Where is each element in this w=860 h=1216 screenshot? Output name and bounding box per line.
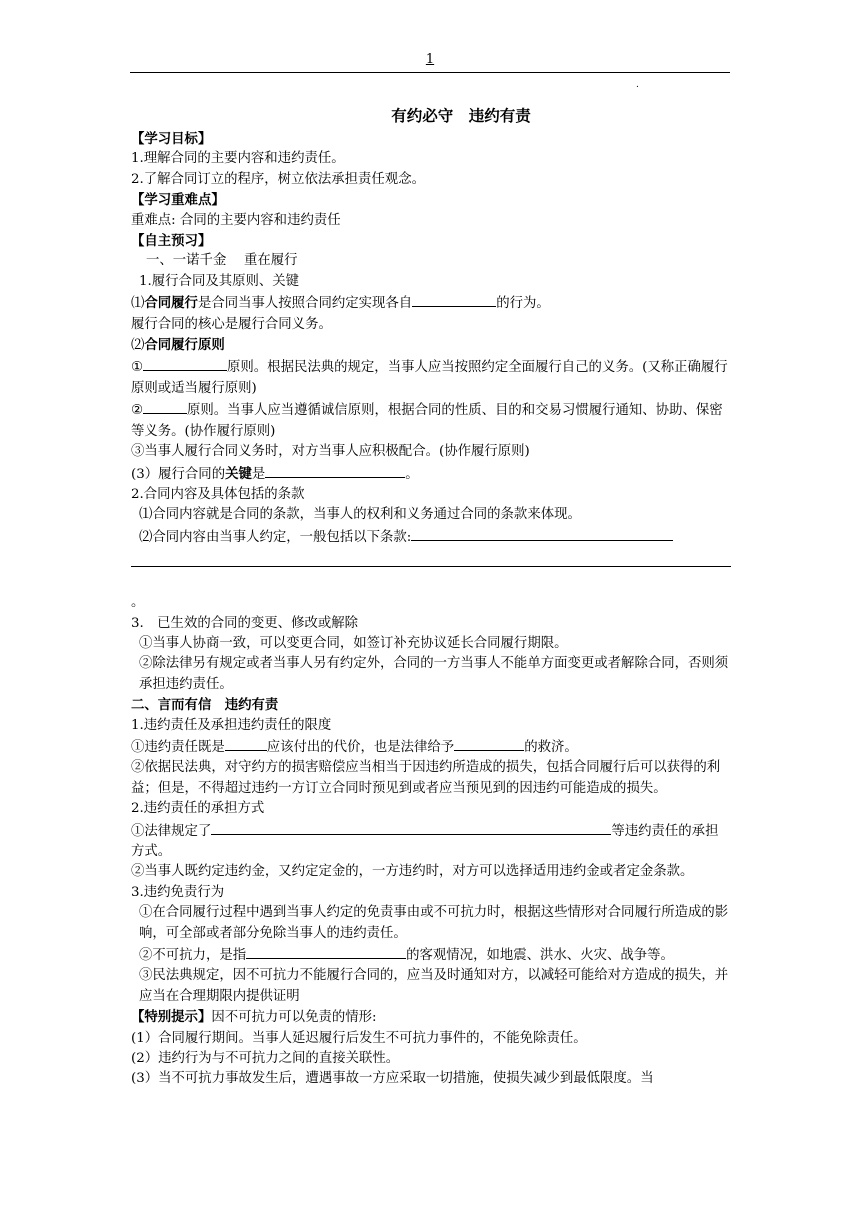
paragraph: 1.理解合同的主要内容和违约责任。 <box>131 151 345 167</box>
spacer <box>131 567 731 593</box>
paragraph: 1.违约责任及承担违约责任的限度 <box>131 717 332 733</box>
paragraph: 履行合同的核心是履行合同义务。 <box>131 316 332 332</box>
paragraph <box>131 399 731 442</box>
paragraph <box>131 356 731 399</box>
text: 等违约责任的承担方式。 <box>131 823 719 859</box>
header-rule <box>130 72 730 73</box>
bold-term: 关键 <box>225 465 252 482</box>
paragraph <box>131 526 731 548</box>
text: ⑵ <box>131 338 145 354</box>
bold-term: 合同履行原则 <box>144 337 225 354</box>
text: 原则。当事人应当遵循诚信原则，根据合同的性质、目的和交易习惯履行通知、协助、保密等义务。(协作履行原则) <box>131 403 723 439</box>
paragraph: ①当事人协商一致，可以变更合同，如签订补充协议延长合同履行期限。 <box>139 635 568 651</box>
fill-blank <box>143 356 227 371</box>
section-heading: 【学习重难点】 <box>131 192 225 209</box>
paragraph <box>131 463 731 485</box>
paragraph: 3.违约免责行为 <box>131 884 225 900</box>
text: ⑵合同内容由当事人约定，一般包括以下条款: <box>139 529 412 545</box>
paragraph: 。 <box>131 595 145 611</box>
text: ② <box>131 403 144 419</box>
paragraph: 2.违约责任的承担方式 <box>131 801 265 817</box>
text: 的客观情况，如地震、洪水、火灾、战争等。 <box>406 948 674 964</box>
text: 因不可抗力可以免责的情形: <box>211 1010 377 1026</box>
page-title: 有约必守 违约有责 <box>391 106 531 125</box>
text: 应该付出的代价，也是法律给予 <box>266 739 455 755</box>
header-dot: . <box>636 80 639 90</box>
section-heading: 二、言而有信 违约有责 <box>131 697 279 714</box>
paragraph: 2.了解合同订立的程序，树立依法承担责任观念。 <box>131 171 425 187</box>
text: ②不可抗力，是指 <box>139 948 247 964</box>
paragraph: ②除法律另有规定或者当事人另有约定外，合同的一方当事人不能单方面变更或者解除合同，否则须承担违约责任。 <box>139 656 729 692</box>
text: 是合同当事人按照合同约定实现各自 <box>197 296 413 312</box>
paragraph: (2）违约行为与不可抗力之间的直接关联性。 <box>131 1051 400 1067</box>
paragraph <box>131 1007 731 1028</box>
fill-blank <box>411 526 673 541</box>
paragraph: 1.履行合同及其原则、关键 <box>139 273 300 289</box>
fill-blank <box>246 944 406 959</box>
paragraph <box>131 944 731 966</box>
paragraph: ②当事人既约定违约金，又约定定金的，一方违约时，对方可以选择适用违约金或者定金条款。 <box>131 864 694 880</box>
paragraph: (1）合同履行期间。当事人延迟履行后发生不可抗力事件的，不能免除责任。 <box>131 1030 587 1046</box>
text: ①法律规定了 <box>131 823 212 839</box>
page-number: 1 <box>425 52 435 67</box>
text: ⑴ <box>131 296 145 312</box>
text: 原则。根据民法典的规定，当事人应当按照约定全面履行自己的义务。(又称正确履行原则或适当履行原则) <box>131 360 728 396</box>
paragraph <box>131 292 731 314</box>
paragraph: 2.合同内容及具体包括的条款 <box>131 486 305 502</box>
text: (3）履行合同的 <box>131 466 226 482</box>
document-body <box>131 103 731 1090</box>
section-heading: 【学习目标】 <box>131 131 212 147</box>
text: ① <box>131 360 144 376</box>
text: 的行为。 <box>496 296 550 312</box>
paragraph: ③民法典规定，因不可抗力不能履行合同的，应当及时通知对方，以减轻可能给对方造成的损失，并应当在合理期限内提供证明 <box>139 968 729 1004</box>
fill-blank <box>211 820 611 835</box>
text: 。 <box>405 466 419 482</box>
paragraph: ①在合同履行过程中遇到当事人约定的免责事由或不可抗力时，根据这些情形对合同履行所造成的影响，可全部或者部分免除当事人的违约责任。 <box>139 905 729 941</box>
fill-blank <box>225 736 267 751</box>
paragraph: ③当事人履行合同义务时，对方当事人应积极配合。(协作履行原则) <box>131 444 530 460</box>
subsection-heading: 一、一诺千金 重在履行 <box>146 253 298 269</box>
text: 是 <box>251 466 266 482</box>
fill-blank <box>412 292 496 307</box>
bold-term: 【特别提示】 <box>131 1009 212 1026</box>
fill-blank <box>454 736 524 751</box>
paragraph: 重难点: 合同的主要内容和违约责任 <box>131 212 341 228</box>
paragraph: ⑴合同内容就是合同的条款，当事人的权利和义务通过合同的条款来体现。 <box>139 507 581 523</box>
paragraph: (3）当不可抗力事故发生后，遭遇事故一方应采取一切措施，使损失减少到最低限度。当 <box>131 1071 654 1087</box>
paragraph <box>131 820 731 863</box>
paragraph: ②依据民法典，对守约方的损害赔偿应当相当于因违约所造成的损失，包括合同履行后可以获得的利益；但是，不得超过违约一方订立合同时预见到或者应当预见到的因违约可能造成的损失。 <box>131 760 721 796</box>
text: ①违约责任既是 <box>131 739 225 755</box>
paragraph <box>131 736 731 758</box>
text: 的救济。 <box>524 739 578 755</box>
bold-term: 合同履行 <box>144 295 198 312</box>
section-heading: 【自主预习】 <box>131 233 212 250</box>
paragraph: 3. 已生效的合同的变更、修改或解除 <box>131 615 359 631</box>
paragraph <box>131 335 731 356</box>
fill-blank <box>143 399 187 414</box>
fill-blank <box>265 463 405 478</box>
